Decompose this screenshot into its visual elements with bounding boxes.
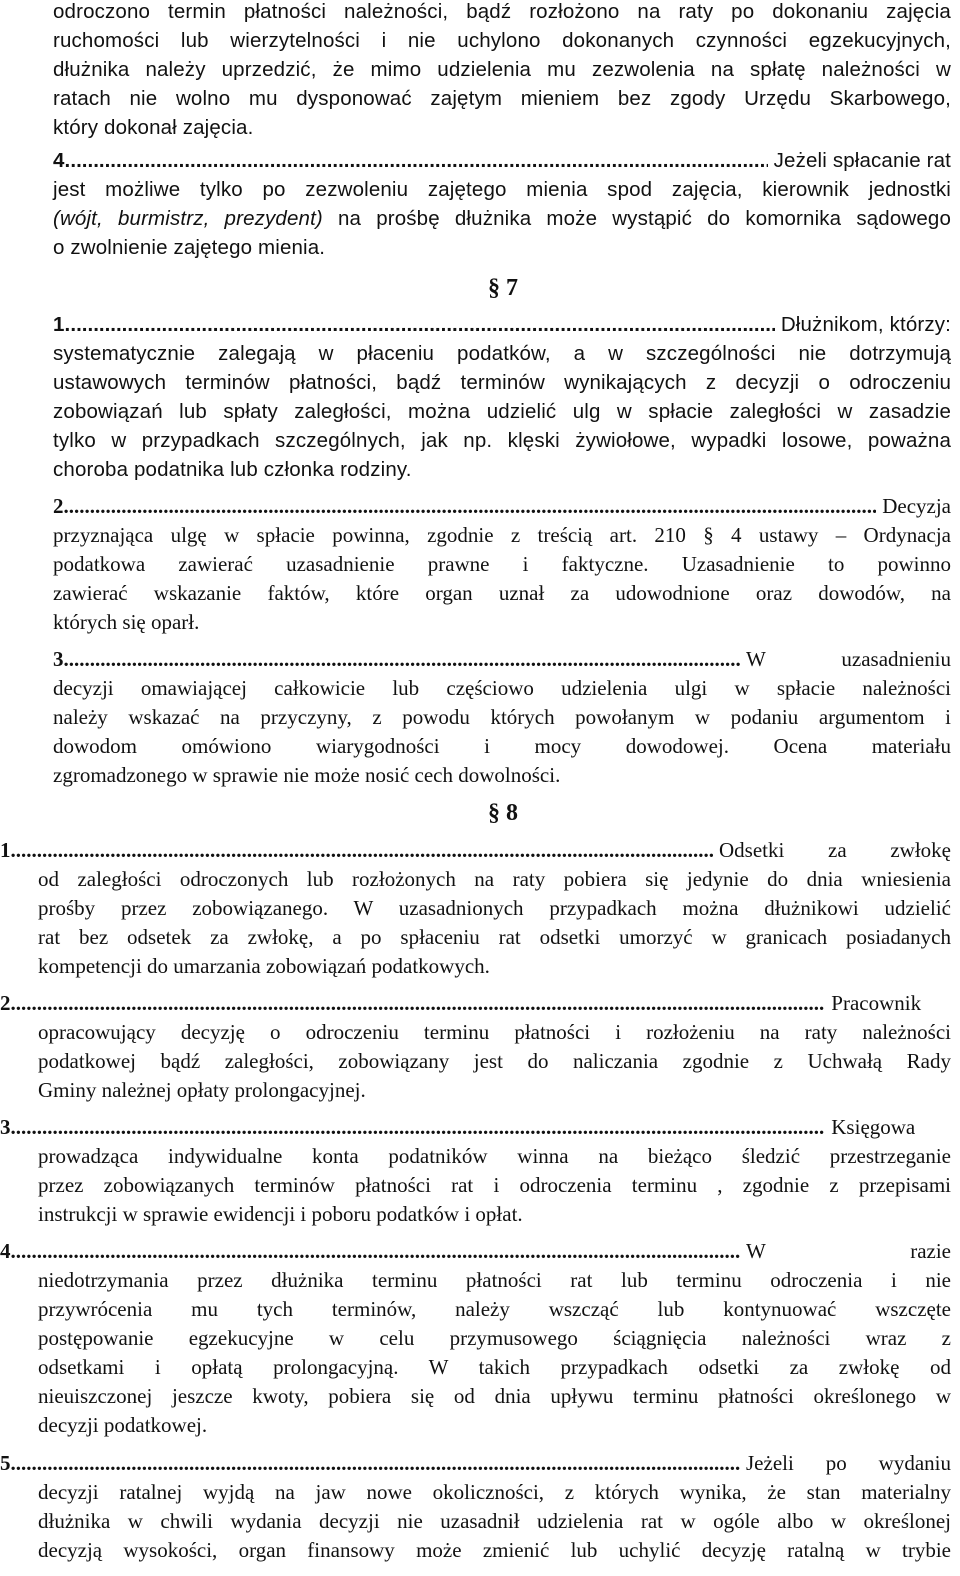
lead-word: uzasadnieniu: [841, 647, 951, 671]
point-number: 2.: [53, 494, 69, 518]
point-lead-text: [713, 838, 951, 863]
section-heading-7: § 7: [488, 275, 518, 301]
text-line: dłużnika w chwili wydania decyzji nie uzasadnił udzielenia rat w ogóle albo w określonej: [38, 1509, 951, 1533]
text-line: dowodom omówiono wiarygodności i mocy dowodowej. Ocena materiału: [53, 734, 951, 758]
point-lead-text: Księgowa: [831, 1115, 916, 1139]
text-line: przywrócenia mu tych terminów, należy wszcząć lub kontynuować wszczęte: [38, 1297, 951, 1321]
leader-dots: [16, 1451, 740, 1476]
text-line: niedotrzymania przez dłużnika terminu płatności rat lub terminu odroczenia i nie: [38, 1268, 951, 1292]
text-line: podatkowa zawierać uzasadnienie prawne i faktyczne. Uzasadnienie to powinno: [53, 552, 951, 576]
text-line: decyzją wysokości, organ finansowy może zmienić lub uchylić decyzję ratalną w trybie: [38, 1538, 951, 1562]
text-line: jest możliwe tylko po zezwoleniu zajętego mienia spod zajęcia, kierownik jednostki: [53, 178, 951, 201]
point-number: 3.: [53, 647, 69, 671]
text-line: odsetkami i opłatą prolongacyjną. W takich przypadkach odsetki za zwłokę od: [38, 1355, 951, 1379]
paragraph-6-4: [53, 149, 951, 265]
text-line: ruchomości lub wierzytelności i nie uchylono dokonanych czynności egzekucyjnych,: [53, 29, 951, 52]
paragraph-7-2: [53, 494, 951, 639]
paragraph-8-2: [0, 991, 951, 1107]
text-line: dłużnika należy uprzedzić, że mimo udzielenia mu zezwolenia na spłatę należności w: [53, 58, 951, 81]
text-line: zawierać wskazanie faktów, które organ uznał za udowodnione oraz dowodów, na: [53, 581, 951, 605]
text-line: postępowanie egzekucyjne w celu przymusowego ściągnięcia należności wraz z: [38, 1326, 951, 1350]
leader-dots: [16, 1239, 740, 1264]
point-number: 4.: [0, 1239, 16, 1263]
paragraph-8-5: [0, 1451, 951, 1567]
text-line: opracowujący decyzję o odroczeniu terminu płatności i rozłożeniu na raty należności: [38, 1020, 951, 1044]
paragraph-8-4: [0, 1239, 951, 1442]
leader-dots: [69, 647, 740, 672]
text-line: prośby przez zobowiązanego. W uzasadnionych przypadkach można dłużnikowi udzielić: [38, 896, 951, 920]
text-line: przyznająca ulgę w spłacie powinna, zgodnie z treścią art. 210 § 4 ustawy – Ordynacja: [53, 523, 951, 547]
text-line: Gminy należnej opłaty prolongacyjnej.: [38, 1078, 366, 1102]
text-line: należy wskazać na przyczyny, z powodu których powołanym w podaniu argumentom i: [53, 705, 951, 729]
italic-text: (wójt, burmistrz, prezydent): [53, 207, 323, 230]
text-line: nieuiszczonej jeszcze kwoty, pobiera się od dnia upływu terminu płatności określonego w: [38, 1384, 951, 1408]
point-lead-text: Dłużnikom, którzy:: [780, 313, 951, 336]
text-line: tylko w przypadkach szczególnych, jak np. klęski żywiołowe, wypadki losowe, poważna: [53, 429, 951, 452]
text-line: rat bez odsetek za zwłokę, a po spłaceniu rat odsetki umorzyć w granicach posiadanych: [38, 925, 951, 949]
lead-word: za: [828, 838, 847, 862]
point-lead-text: Decyzja: [882, 494, 951, 518]
leader-dots: [16, 991, 826, 1016]
paragraph-7-1: [53, 313, 951, 487]
text-line: decyzji podatkowej.: [38, 1413, 208, 1437]
leader-dots: [16, 1115, 826, 1140]
point-lead-text: [740, 647, 951, 672]
text-line: decyzji omawiającej całkowicie lub częściowo udzielenia ulgi w spłacie należności: [53, 676, 951, 700]
leader-dots: [70, 313, 774, 337]
point-number: 4.: [53, 149, 71, 172]
lead-word: zwłokę: [890, 838, 951, 862]
text-line: przez zobowiązanych terminów płatności rat i odroczenia terminu , zgodnie z przepisami: [38, 1173, 951, 1197]
lead-word: Jeżeli: [746, 1451, 794, 1475]
lead-word: W: [746, 1239, 766, 1263]
paragraph-continuation: [53, 0, 951, 145]
text-line: instrukcji w sprawie ewidencji i poboru podatków i opłat.: [38, 1202, 523, 1226]
text-line: zgromadzonego w sprawie nie może nosić cech dowolności.: [53, 763, 561, 787]
point-number: 2.: [0, 991, 16, 1015]
text-line: zobowiązań lub spłaty zaległości, można udzielić ulg w spłacie zaległości w zasadzie: [53, 400, 951, 423]
point-lead-text: Pracownik: [831, 991, 922, 1015]
section-heading-8: § 8: [488, 800, 518, 826]
text-line: od zaległości odroczonych lub rozłożonych na raty pobiera się jedynie do dnia wniesienia: [38, 867, 951, 891]
text-line: odroczono termin płatności należności, bądź rozłożono na raty po dokonaniu zajęcia: [53, 0, 951, 23]
text-span: na prośbę dłużnika może wystąpić do komornika sądowego: [322, 207, 951, 230]
point-lead-text: [740, 1239, 951, 1264]
text-line: systematycznie zalegają w płaceniu podatków, a w szczególności nie dotrzymują: [53, 342, 951, 365]
lead-word: W: [746, 647, 766, 671]
text-line: prowadząca indywidualne konta podatników winna na bieżąco śledzić przestrzeganie: [38, 1144, 951, 1168]
paragraph-7-3: [53, 647, 951, 792]
point-lead-text: Jeżeli spłacanie rat: [773, 149, 951, 172]
point-number: 1.: [0, 838, 16, 862]
lead-word: razie: [910, 1239, 951, 1263]
text-line: który dokonał zajęcia.: [53, 116, 254, 139]
paragraph-8-1: [0, 838, 951, 983]
text-line: decyzji ratalnej wyjdą na jaw nowe okoliczności, z których wynika, że stan materialny: [38, 1480, 951, 1504]
text-line: o zwolnienie zajętego mienia.: [53, 236, 326, 259]
point-number: 5.: [0, 1451, 16, 1475]
point-lead-text: [740, 1451, 951, 1476]
text-line: podatkowej bądź zaległości, zobowiązany jest do naliczania zgodnie z Uchwałą Rady: [38, 1049, 951, 1073]
text-line: choroba podatnika lub członka rodziny.: [53, 458, 412, 481]
leader-dots: [70, 149, 767, 173]
text-line: których się oparł.: [53, 610, 200, 634]
lead-word: wydaniu: [878, 1451, 951, 1475]
text-line: ustawowych terminów płatności, bądź terminów wynikających z decyzji o odroczeniu: [53, 371, 951, 394]
text-line: kompetencji do umarzania zobowiązań podatkowych.: [38, 954, 490, 978]
lead-word: Odsetki: [719, 838, 785, 862]
point-number: 1.: [53, 313, 71, 336]
point-number: 3.: [0, 1115, 16, 1139]
leader-dots: [16, 838, 713, 863]
text-line: ratach nie wolno mu dysponować zajętym mieniem bez zgody Urzędu Skarbowego,: [53, 87, 951, 110]
text-line: [53, 207, 951, 231]
lead-word: po: [825, 1451, 847, 1475]
paragraph-8-3: [0, 1115, 951, 1231]
leader-dots: [69, 494, 876, 519]
